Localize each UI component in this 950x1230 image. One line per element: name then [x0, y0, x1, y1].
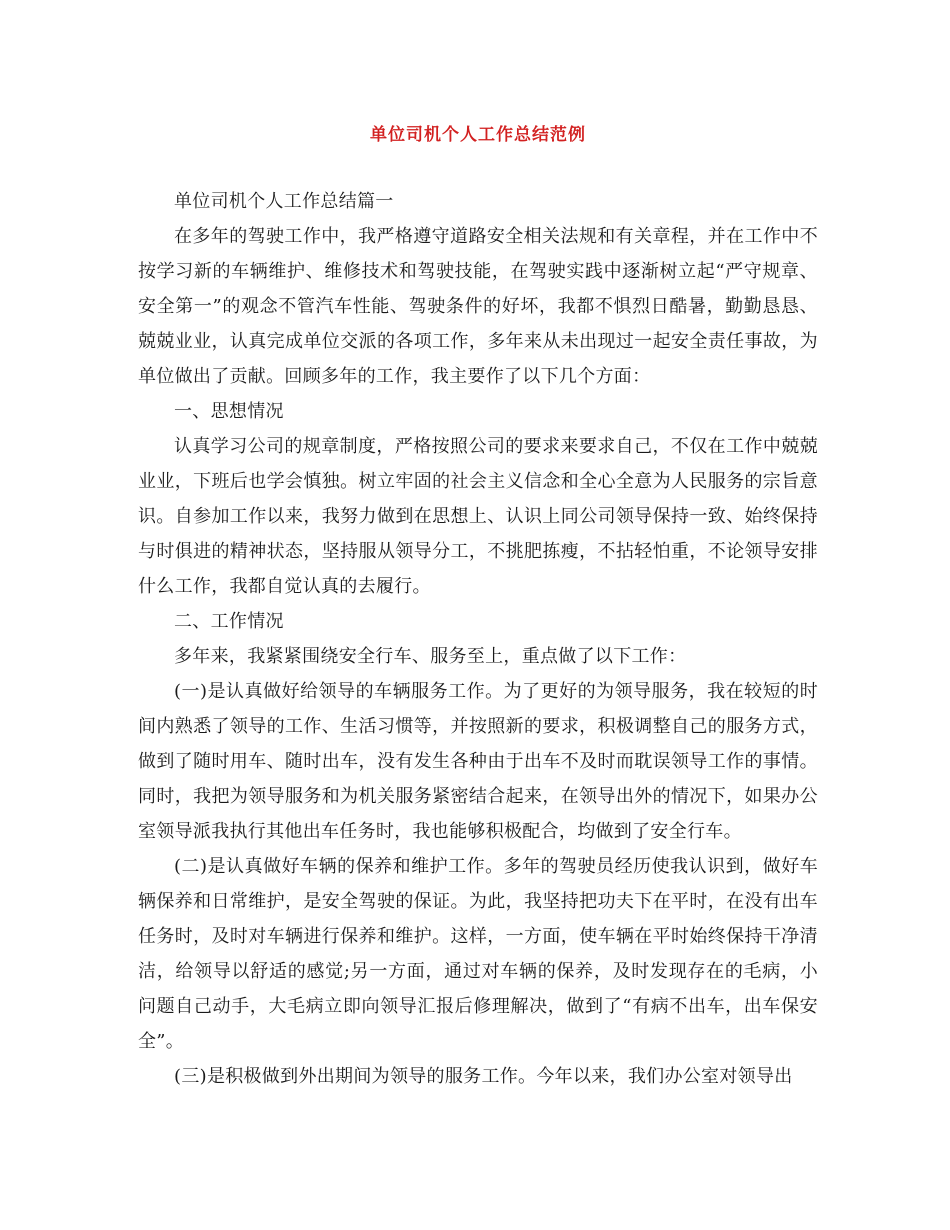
document-title: 单位司机个人工作总结范例: [370, 125, 586, 145]
section-heading: 单位司机个人工作总结篇一: [174, 191, 394, 212]
body-paragraph: 在多年的驾驶工作中，我严格遵守道路安全相关法规和有关章程，并在工作中不按学习新的车辆维护、维修技术和驾驶技能，在驾驶实践中逐渐树立起“严守规章、安全第一”的观念不管汽车性能、驾驶条件的好坏，我都不惧烈日酷暑，勤勤恳恳、兢兢业业，认真完成单位交派的各项工作，多年来从未出现过一起安全责任事故，为单位做出了贡献。回顾多年的工作，我主要作了以下几个方面：: [138, 226, 818, 387]
body-paragraph: 认真学习公司的规章制度，严格按照公司的要求来要求自己，不仅在工作中兢兢业业，下班后也学会慎独。树立牢固的社会主义信念和全心全意为人民服务的宗旨意识。自参加工作以来，我努力做到在思想上、认识上同公司领导保持一致、始终保持与时俱进的精神状态，坚持服从领导分工，不挑肥拣瘦，不拈轻怕重，不论领导安排什么工作，我都自觉认真的去履行。: [138, 436, 818, 597]
body-paragraph: (三)是积极做到外出期间为领导的服务工作。今年以来，我们办公室对领导出: [174, 1066, 793, 1087]
body-paragraph: (二)是认真做好车辆的保养和维护工作。多年的驾驶员经历使我认识到，做好车辆保养和日常维护，是安全驾驶的保证。为此，我坚持把功夫下在平时，在没有出车任务时，及时对车辆进行保养和维护。这样，一方面，使车辆在平时始终保持干净清洁，给领导以舒适的感觉;另一方面，通过对车辆的保养，及时发现存在的毛病，小问题自己动手，大毛病立即向领导汇报后修理解决，做到了“有病不出车，出车保安全”。: [138, 856, 818, 1052]
section-heading: 二、工作情况: [174, 611, 284, 632]
body-paragraph: 多年来，我紧紧围绕安全行车、服务至上，重点做了以下工作：: [174, 646, 687, 667]
body-paragraph: (一)是认真做好给领导的车辆服务工作。为了更好的为领导服务，我在较短的时间内熟悉了领导的工作、生活习惯等，并按照新的要求，积极调整自己的服务方式，做到了随时用车、随时出车，没有发生各种由于出车不及时而耽误领导工作的事情。同时，我把为领导服务和为机关服务紧密结合起来，在领导出外的情况下，如果办公室领导派我执行其他出车任务时，我也能够积极配合，均做到了安全行车。: [138, 681, 818, 842]
document-page: [138, 118, 818, 1094]
section-heading: 一、思想情况: [174, 401, 284, 422]
